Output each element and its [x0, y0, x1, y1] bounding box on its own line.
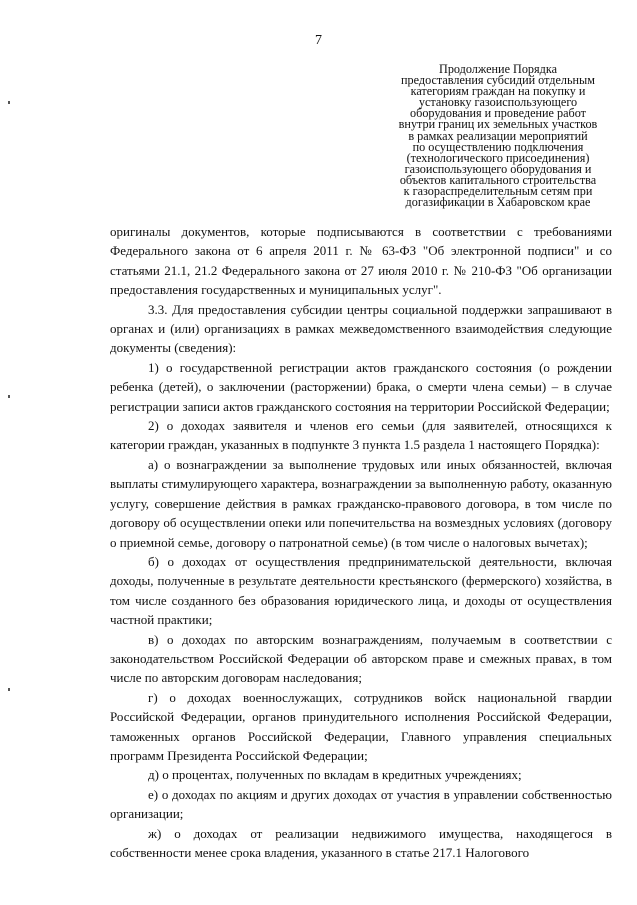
header-line: (технологического присоединения): [406, 150, 590, 165]
header-line: газоиспользующего оборудования и: [404, 161, 592, 176]
margin-mark: [8, 395, 10, 398]
margin-mark: [8, 688, 10, 691]
page-number: 7: [315, 33, 322, 48]
margin-mark: [8, 101, 10, 104]
paragraph: 2) о доходах заявителя и членов его семьи (для заявителей, относящихся к категории граждан, указанных в подпункте 3 пункта 1.5 раздела 1 настоящего Порядка):: [110, 418, 612, 453]
header-line: оборудования и проведение работ: [410, 106, 586, 121]
header-line: в рамках реализации мероприятий: [408, 128, 588, 143]
header-line: по осуществлению подключения: [412, 139, 584, 154]
body-text: [110, 222, 612, 862]
paragraph: а) о вознаграждении за выполнение трудовых или иных обязанностей, включая выплаты стимулирующего характера, вознаграждении за выполненную работу, оказанную услугу, совершение действия в рамках гражданско-правового договора, в том числе по договору об осуществлении опеки или попечительства на возмездных условиях (договору о приемной семье, договору о патронатной семье) (в том числе о налоговых вычетах);: [110, 456, 612, 550]
header-line: предоставления субсидий отдельным: [401, 73, 595, 88]
paragraph: 1) о государственной регистрации актов гражданского состояния (о рождении ребенка (детей), о заключении (расторжении) брака, о смерти члена семьи) – в случае регистрации записи актов гражданского состояния на территории Российской Федерации;: [110, 359, 612, 414]
paragraph: г) о доходах военнослужащих, сотрудников войск национальной гвардии Российской Федерации, органов принудительного исполнения Российской Федерации, таможенных органов Российской Федерации, Главного управления специальных программ Президента Российской Федерации;: [110, 689, 612, 763]
paragraph: 3.3. Для предоставления субсидии центры социальной поддержки запрашивают в органах и (или) организациях в рамках межведомственного взаимодействия следующие документы (сведения):: [110, 301, 612, 356]
header-line: установку газоиспользующего: [418, 95, 578, 110]
header-line: категориям граждан на покупку и: [410, 84, 586, 99]
paragraph: б) о доходах от осуществления предпринимательской деятельности, включая доходы, полученные в результате деятельности крестьянского (фермерского) хозяйства, в том числе созданного без образования юридического лица, и доходы от осуществления частной практики;: [110, 553, 612, 628]
header-line: к газораспределительным сетям при: [403, 184, 593, 199]
document-header: [388, 64, 608, 208]
paragraph: ж) о доходах от реализации недвижимого имущества, находящегося в собственности менее срока владения, указанного в статье 217.1 Налогового: [110, 825, 612, 860]
paragraph: д) о процентах, полученных по вкладам в кредитных учреждениях;: [148, 767, 522, 783]
paragraph: оригиналы документов, которые подписываются в соответствии с требованиями Федерального закона от 6 апреля 2011 г. № 63-ФЗ "Об электронной подписи" и со статьями 21.1, 21.2 Федерального закона от 27 июля 2010 г. № 210-ФЗ "Об организации предоставления государственных и муниципальных услуг".: [110, 224, 612, 298]
header-line: объектов капитального строительства: [399, 172, 597, 187]
header-line: Продолжение Порядка: [439, 62, 557, 76]
header-line: внутри границ их земельных участков: [398, 117, 598, 132]
header-line: догазификации в Хабаровском крае: [405, 195, 591, 210]
paragraph: в) о доходах по авторским вознаграждениям, получаемым в соответствии с законодательством Российской Федерации об авторском праве и смежных правах, в том числе по авторским договорам наследования;: [110, 631, 612, 686]
paragraph: е) о доходах по акциям и других доходах от участия в управлении собственностью организации;: [110, 786, 612, 822]
